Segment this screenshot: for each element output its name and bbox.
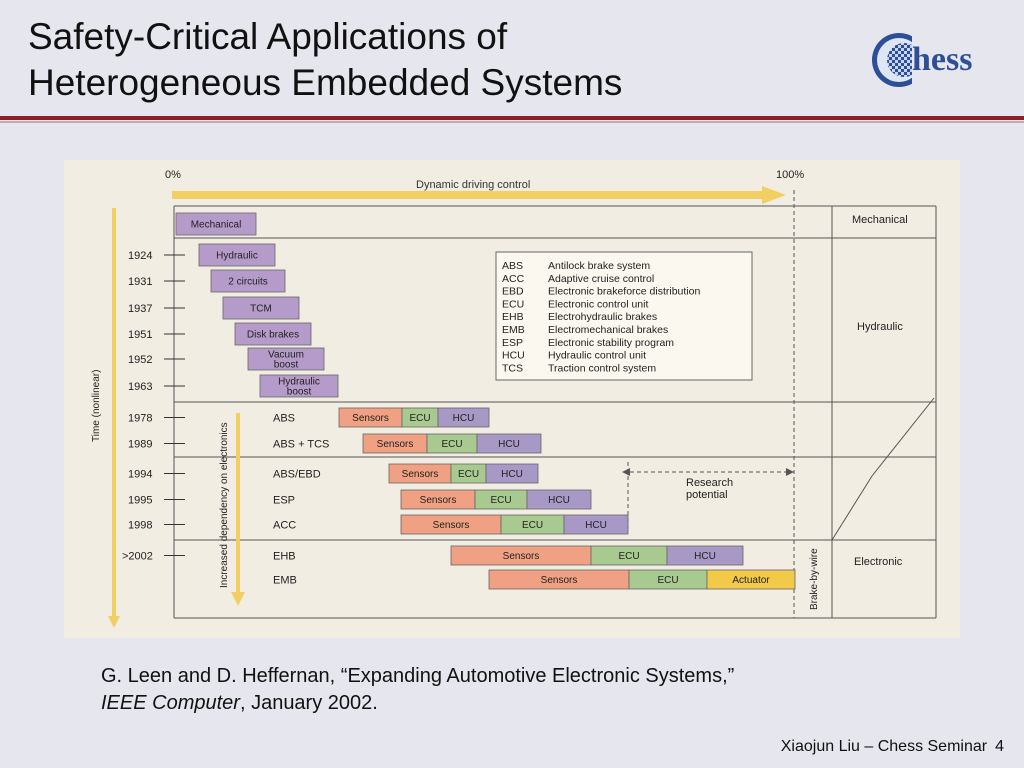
legend-abbr-emb: EMB [502,324,525,336]
chess-logo [868,30,1018,92]
system-ehb: EHB [273,550,296,563]
automotive-electronics-figure [64,160,960,638]
segment-label-emb-ecu: ECU [657,575,679,586]
system-abs: ABS [273,412,296,425]
system-abs-ebd: ABS/EBD [273,468,321,481]
page-number: 4 [995,738,1004,755]
box-label-hydraulic-boost-2: boost [286,386,312,398]
legend-abbr-hcu: HCU [502,349,525,362]
legend-abbr-tcs: TCS [502,362,523,375]
segment-label-abs-hcu: HCU [452,413,475,424]
segment-label-esp-hcu: HCU [548,495,570,506]
segment-label-acc-ecu: ECU [521,520,544,531]
segment-label-abs-tcs-sensors: Sensors [376,439,414,450]
year-1931: 1931 [128,276,153,288]
brake-by-wire-label: Brake-by-wire [809,548,820,610]
segment-label-esp-ecu: ECU [490,495,512,506]
year-1978: 1978 [128,412,153,425]
legend-text-tcs: Traction control system [548,362,657,375]
segment-label-abs-tcs-ecu: ECU [441,439,463,450]
year-1963: 1963 [128,381,153,393]
time-axis-label: Time (nonlinear) [91,369,102,442]
system-esp: ESP [273,494,296,507]
box-label-disk-brakes: Disk brakes [246,329,300,341]
citation-rest: , January 2002. [239,692,378,714]
band-electronic: Electronic [854,556,903,568]
citation-line-1: G. Leen and D. Heffernan, “Expanding Automotive Electronic Systems,” [101,665,735,687]
segment-label-esp-sensors: Sensors [419,495,457,506]
band-mechanical: Mechanical [852,214,908,226]
segment-label-emb-sensors: Sensors [540,575,578,586]
legend-text-emb: Electromechanical brakes [548,324,669,336]
segment-label-ehb-ecu: ECU [618,551,640,562]
segment-label-ehb-sensors: Sensors [502,551,540,562]
legend-text-ecu: Electronic control unit [548,298,649,311]
system-abs-tcs: ABS + TCS [273,438,330,451]
box-label-hydraulic-boost-1: Hydraulic [278,376,320,388]
legend-text-ehb: Electrohydraulic brakes [548,311,658,324]
system-emb: EMB [273,574,297,587]
year-after-2002: >2002 [122,550,153,563]
legend-abbr-ebd: EBD [502,285,524,298]
legend-abbr-esp: ESP [502,336,524,349]
segment-label-abs-ebd-ecu: ECU [457,469,480,480]
segment-label-abs-sensors: Sensors [352,413,389,424]
footer-text: Xiaojun Liu – Chess Seminar [780,738,988,755]
year-1937: 1937 [128,303,153,315]
dynamic-control-arrow [172,191,762,199]
slide-footer [773,738,1004,756]
segment-label-ehb-hcu: HCU [694,551,716,562]
pct-left: 0% [165,169,181,181]
title-rule-shadow [0,121,1024,123]
legend-abbr-ecu: ECU [502,298,525,311]
legend-abbr-ehb: EHB [502,311,524,324]
segment-label-abs-ebd-hcu: HCU [501,469,523,480]
legend-abbr-acc: ACC [502,272,525,285]
title-line-2: Heterogeneous Embedded Systems [28,62,623,103]
legend-text-ebd: Electronic brakeforce distribution [548,285,701,298]
citation [101,663,734,717]
dynamic-control-label: Dynamic driving control [416,179,531,191]
year-1994: 1994 [128,468,153,481]
research-potential-line2: potential [686,489,728,501]
box-label-vacuum-boost-2: boost [273,359,299,371]
year-1951: 1951 [128,329,153,341]
band-hydraulic: Hydraulic [857,321,903,333]
title-line-1: Safety-Critical Applications of [28,16,508,57]
box-label-mechanical: Mechanical [190,219,242,231]
system-acc: ACC [273,519,297,532]
logo-text: hess [912,41,973,78]
year-1995: 1995 [128,494,153,507]
segment-label-abs-ecu: ECU [409,413,431,424]
legend-text-acc: Adaptive cruise control [548,272,655,285]
box-label-vacuum-boost-1: Vacuum [268,349,304,361]
legend-text-esp: Electronic stability program [548,336,675,349]
year-1924: 1924 [128,250,153,262]
box-label-2-circuits: 2 circuits [228,276,268,288]
box-label-tcm: TCM [250,303,272,315]
segment-label-acc-hcu: HCU [585,520,607,531]
year-1989: 1989 [128,438,153,451]
segment-label-abs-ebd-sensors: Sensors [401,469,439,480]
year-1998: 1998 [128,519,153,532]
legend-text-hcu: Hydraulic control unit [548,349,647,362]
citation-journal: IEEE Computer [101,692,240,714]
segment-label-emb-actuator: Actuator [732,575,770,586]
segment-label-acc-sensors: Sensors [432,520,470,531]
title-rule [0,116,1024,120]
year-1952: 1952 [128,354,153,366]
dependency-label: Increased dependency on electronics [219,422,230,588]
box-label-hydraulic: Hydraulic [216,250,258,262]
slide-title [28,14,622,106]
legend-abbr-abs: ABS [502,260,524,272]
braking-evolution-diagram [64,160,960,638]
segment-label-abs-tcs-hcu: HCU [498,439,520,450]
legend-text-abs: Antilock brake system [548,260,651,272]
pct-right: 100% [776,169,805,181]
research-potential-line1: Research [686,477,734,489]
